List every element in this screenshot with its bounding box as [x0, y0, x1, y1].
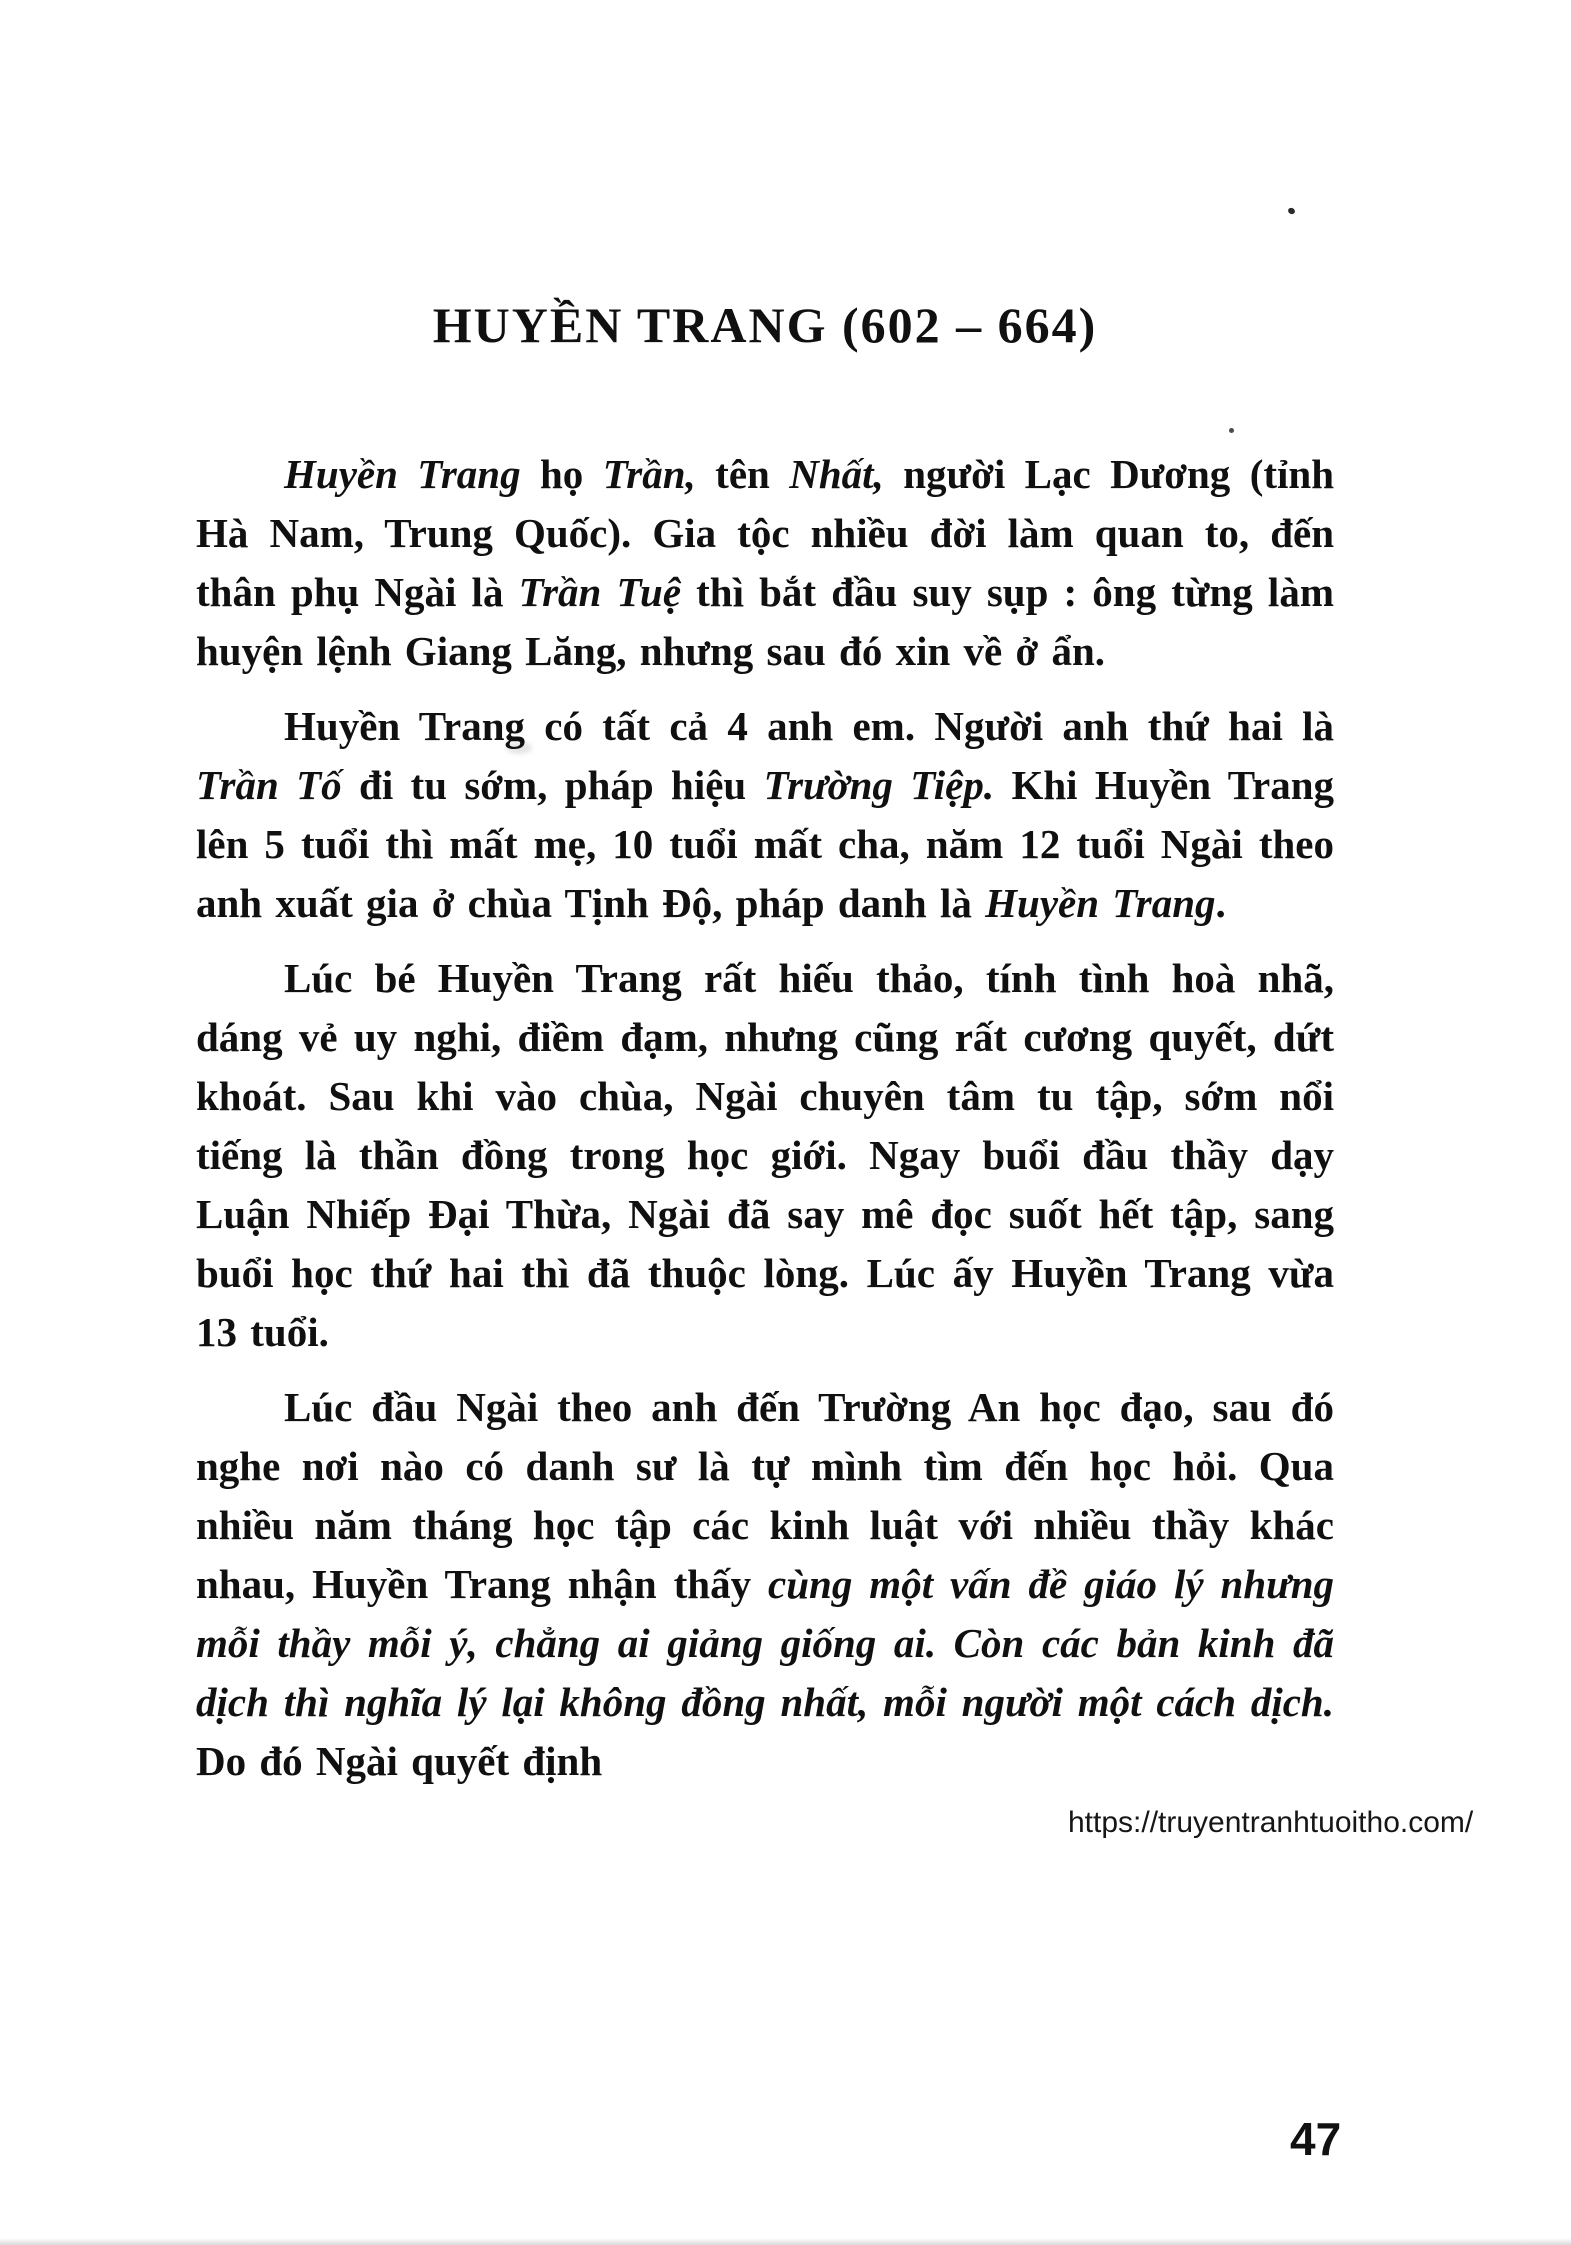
text-run: Huyền Trang có tất cả 4 anh em. Người anh thứ hai là — [284, 703, 1334, 749]
text-run: Lúc đầu Ngài theo anh đến Trường An học đạo, sau đó nghe nơi nào có danh sư là tự mình tìm đến học hỏi. Qua nhiều năm tháng học tập các kinh luật với nhiều thầy khác nhau, Huyền Trang nhận thấy — [196, 1384, 1334, 1607]
paragraph-3 — [196, 949, 1334, 1362]
italic-text-run: Trần Tuệ — [518, 569, 682, 615]
paragraph-1 — [196, 445, 1334, 681]
text-run: họ — [520, 451, 603, 497]
page-title: HUYỀN TRANG (602 – 664) — [432, 297, 1098, 353]
body-text — [196, 445, 1334, 1791]
italic-text-run: Huyền Trang — [985, 880, 1216, 926]
text-run: Lúc bé Huyền Trang rất hiếu thảo, tính tình hoà nhã, dáng vẻ uy nghi, điềm đạm, nhưng cũng rất cương quyết, dứt khoát. Sau khi vào chùa, Ngài chuyên tâm tu tập, sớm nổi tiếng là thần đồng trong học giới. Ngay buổi đầu thầy dạy Luận Nhiếp Đại Thừa, Ngài đã say mê đọc suốt hết tập, sang buổi học thứ hai thì đã thuộc lòng. Lúc ấy Huyền Trang vừa 13 tuổi. — [196, 955, 1334, 1355]
text-run: Do đó Ngài quyết định — [196, 1738, 603, 1784]
ink-speck — [1287, 207, 1296, 215]
scan-edge — [0, 2238, 1571, 2245]
text-run: . — [1215, 880, 1226, 926]
italic-text-run: cùng một vấn đề giáo lý nhưng mỗi thầy mỗi ý, chẳng ai giảng giống ai. Còn các bản kinh đã dịch thì nghĩa lý lại không đồng nhất, mỗi người một cách dịch. — [196, 1561, 1334, 1725]
italic-text-run: Huyền Trang — [284, 451, 521, 497]
italic-text-run: Trần Tố — [196, 762, 342, 808]
italic-text-run: Trần, — [602, 451, 696, 497]
italic-text-run: Nhất, — [789, 451, 884, 497]
text-block — [196, 297, 1335, 1791]
text-run: thì bắt đầu suy sụp : ông từng làm huyện lệnh Giang Lăng, nhưng sau đó xin về ở ẩn. — [196, 569, 1334, 674]
text-run: người Lạc Dương (tỉnh Hà Nam, Trung Quốc). Gia tộc nhiều đời làm quan to, đến thân phụ Ngài là — [196, 451, 1334, 615]
text-run: Khi Huyền Trang lên 5 tuổi thì mất mẹ, 10 tuổi mất cha, năm 12 tuổi Ngài theo anh xuất gia ở chùa Tịnh Độ, pháp danh là — [196, 762, 1335, 926]
text-run: tên — [695, 451, 790, 497]
watermark-url: https://truyentranhtuoitho.com/ — [1068, 1806, 1474, 1839]
page-number: 47 — [1290, 2113, 1342, 2165]
text-run: đi tu sớm, pháp hiệu — [341, 762, 764, 808]
paragraph-2 — [196, 697, 1334, 933]
paragraph-4 — [196, 1378, 1334, 1791]
italic-text-run: Trường Tiệp. — [763, 762, 995, 808]
